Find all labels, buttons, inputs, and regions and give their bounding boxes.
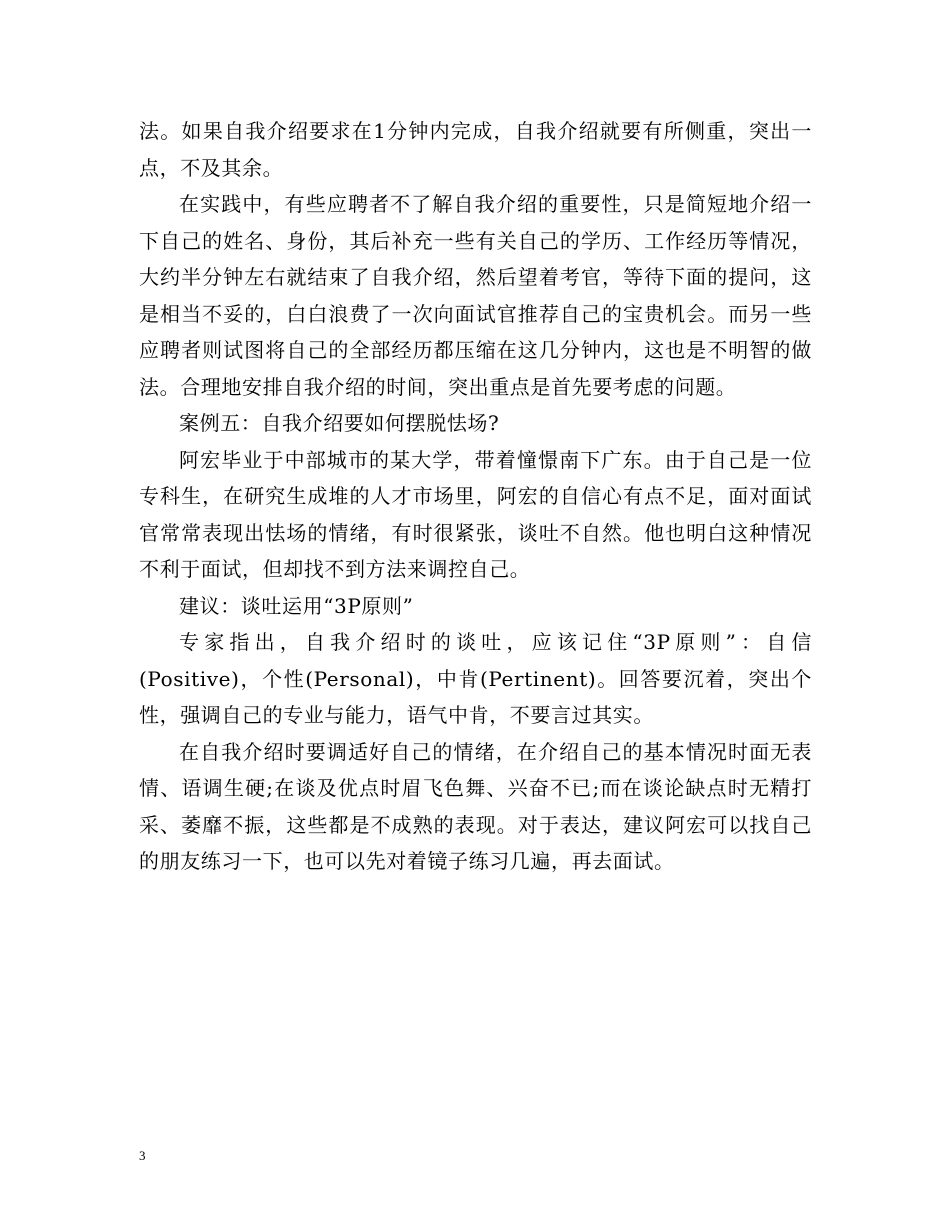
paragraph-case-story: 阿宏毕业于中部城市的某大学，带着憧憬南下广东。由于自己是一位专科生，在研究生成堆的人才市场里，阿宏的自信心有点不足，面对面试官常常表现出怯场的情绪，有时很紧张，谈吐不自然。他也明白这种情况不利于面试，但却找不到方法来调控自己。	[139, 447, 812, 581]
page-number: 3	[139, 1148, 146, 1163]
paragraph-practice: 在实践中，有些应聘者不了解自我介绍的重要性，只是简短地介绍一下自己的姓名、身份，其后补充一些有关自己的学历、工作经历等情况，大约半分钟左右就结束了自我介绍，然后望着考官，等待下面的提问，这是相当不妥的，白白浪费了一次向面试官推荐自己的宝贵机会。而另一些应聘者则试图将自己的全部经历都压缩在这几分钟内，这也是不明智的做法。合理地安排自我介绍的时间，突出重点是首先要考虑的问题。	[139, 192, 812, 399]
paragraph-3p-principle: 专家指出，自我介绍时的谈吐，应该记住“3P原则”：自信(Positive)，个性(Personal)，中肯(Pertinent)。回答要沉着，突出个性，强调自己的专业与能力，语气中肯，不要言过其实。	[139, 630, 812, 727]
document-body	[139, 113, 812, 880]
case-five-heading: 案例五：自我介绍要如何摆脱怯场?	[179, 411, 500, 435]
paragraph-emotion-advice: 在自我介绍时要调适好自己的情绪，在介绍自己的基本情况时面无表情、语调生硬;在谈及优点时眉飞色舞、兴奋不已;而在谈论缺点时无精打采、萎靡不振，这些都是不成熟的表现。对于表达，建议阿宏可以找自己的朋友练习一下，也可以先对着镜子练习几遍，再去面试。	[139, 739, 812, 873]
paragraph-continuation: 法。如果自我介绍要求在1分钟内完成，自我介绍就要有所侧重，突出一点，不及其余。	[139, 119, 812, 180]
suggestion-heading: 建议：谈吐运用“3P原则”	[179, 593, 414, 618]
